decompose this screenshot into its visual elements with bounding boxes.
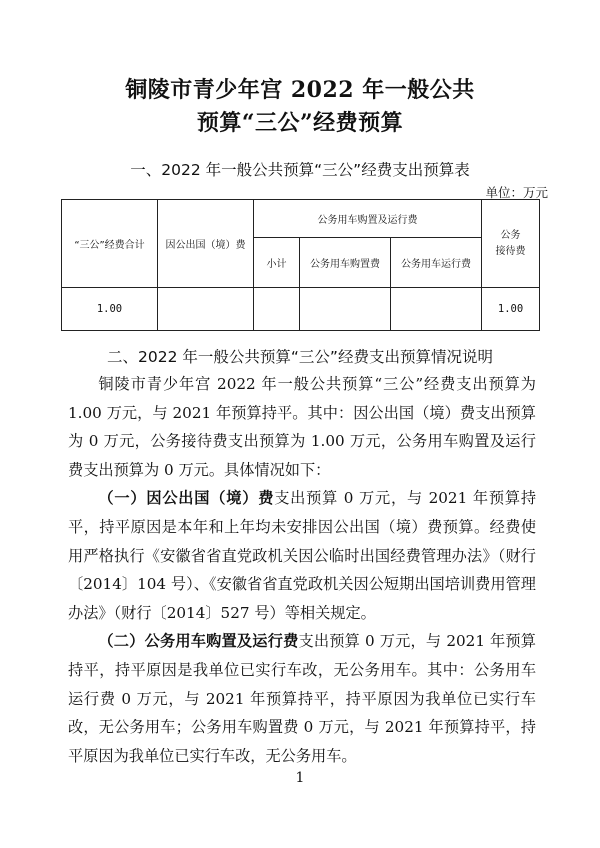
header-total: “三公”经费合计 bbox=[62, 200, 158, 288]
header-subtotal: 小计 bbox=[254, 238, 300, 288]
header-abroad: 因公出国（境）费 bbox=[158, 200, 254, 288]
explanation-body bbox=[68, 370, 536, 770]
cell-reception: 1.00 bbox=[482, 288, 540, 331]
cell-operation bbox=[391, 288, 482, 331]
unit-label: 单位：万元 bbox=[485, 185, 548, 200]
paragraph-vehicle bbox=[68, 627, 536, 770]
cell-subtotal bbox=[254, 288, 300, 331]
cell-purchase bbox=[300, 288, 391, 331]
three-public-expenses-table bbox=[61, 199, 540, 331]
header-reception: 公务 接待费 bbox=[482, 200, 540, 288]
paragraph-vehicle-heading: （二）公务用车购置及运行费 bbox=[98, 632, 299, 651]
section1-heading: 一、2022 年一般公共预算“三公”经费支出预算表 bbox=[130, 161, 470, 179]
header-vehicle-group: 公务用车购置及运行费 bbox=[254, 200, 482, 238]
paragraph-abroad bbox=[68, 484, 536, 627]
paragraph-abroad-heading: （一）因公出国（境）费 bbox=[98, 489, 275, 508]
document-title-line1: 铜陵市青少年宫 2022 年一般公共 bbox=[125, 77, 475, 103]
paragraph-vehicle-text: 支出预算 0 万元，与 2021 年预算持平，持平原因是我单位已实行车改，无公务用车。其中：公务用车运行费 0 万元，与 2021 年预算持平，持平原因为我单位已实行车改，无公务用车；公务用车购置费 0 万元，与 2021 年预算持平，持平原因为我单位已实行车改，无公务用车。 bbox=[68, 632, 536, 765]
document-title-line2: 预算“三公”经费预算 bbox=[196, 110, 404, 136]
header-operation: 公务用车运行费 bbox=[391, 238, 482, 288]
cell-abroad bbox=[158, 288, 254, 331]
section2-heading: 二、2022 年一般公共预算“三公”经费支出预算情况说明 bbox=[107, 348, 493, 366]
page-number: 1 bbox=[295, 770, 305, 786]
header-purchase: 公务用车购置费 bbox=[300, 238, 391, 288]
paragraph-abroad-text: 支出预算 0 万元，与 2021 年预算持平，持平原因是本年和上年均未安排因公出国（境）费预算。经费使用严格执行《安徽省省直党政机关因公临时出国经费管理办法》（财行〔2014〕104 号）、《安徽省省直党政机关因公短期出国培训费用管理办法》（财行〔2014〕527 号）等相关规定。 bbox=[68, 489, 537, 622]
paragraph-summary: 铜陵市青少年宫 2022 年一般公共预算“三公”经费支出预算为 1.00 万元，与 2021 年预算持平。其中：因公出国（境）费支出预算为 0 万元，公务接待费支出预算为 1.00 万元，公务用车购置及运行费支出预算为 0 万元。具体情况如下： bbox=[68, 375, 536, 479]
cell-total: 1.00 bbox=[62, 288, 158, 331]
